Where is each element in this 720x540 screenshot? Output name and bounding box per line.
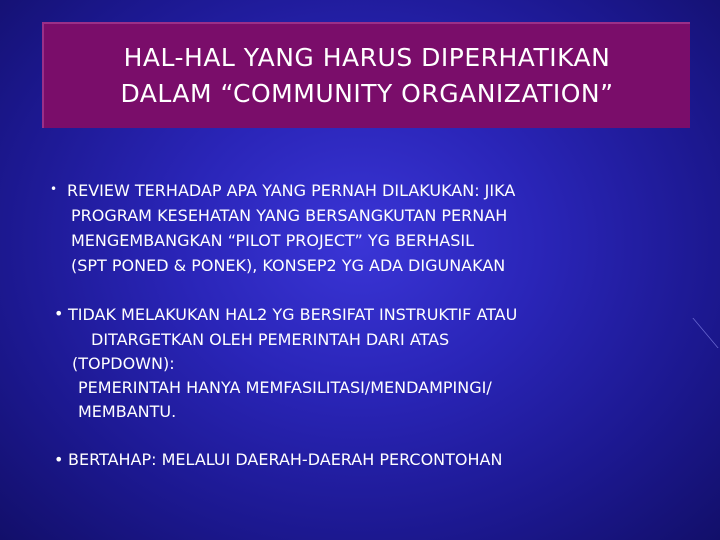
bullet-line: PEMERINTAH HANYA MEMFASILITASI/MENDAMPINGI/: [78, 378, 492, 397]
bullet-marker: •: [54, 304, 64, 323]
bullet-line: MENGEMBANGKAN “PILOT PROJECT” YG BERHASIL: [71, 231, 475, 250]
bullet-line: (TOPDOWN):: [72, 354, 175, 373]
decorative-stroke: [692, 318, 720, 348]
bullet-marker: •: [50, 182, 58, 196]
bullet-line: REVIEW TERHADAP APA YANG PERNAH DILAKUKAN: JIKA: [67, 181, 516, 200]
slide-title-line-1: HAL-HAL YANG HARUS DIPERHATIKAN: [123, 43, 611, 72]
bullet-line: MEMBANTU.: [78, 402, 177, 421]
slide-title-box: [42, 22, 690, 128]
slide-title-line-2: DALAM “COMMUNITY ORGANIZATION”: [120, 79, 614, 108]
bullet-marker: •: [54, 450, 64, 469]
bullet-line: (SPT PONED & PONEK), KONSEP2 YG ADA DIGUNAKAN: [71, 256, 506, 275]
bullet-line: DITARGETKAN OLEH PEMERINTAH DARI ATAS: [91, 330, 450, 349]
bullet-line: PROGRAM KESEHATAN YANG BERSANGKUTAN PERNAH: [71, 206, 508, 225]
bullet-line: BERTAHAP: MELALUI DAERAH-DAERAH PERCONTOHAN: [68, 450, 503, 469]
bullet-line: TIDAK MELAKUKAN HAL2 YG BERSIFAT INSTRUKTIF ATAU: [68, 305, 518, 324]
